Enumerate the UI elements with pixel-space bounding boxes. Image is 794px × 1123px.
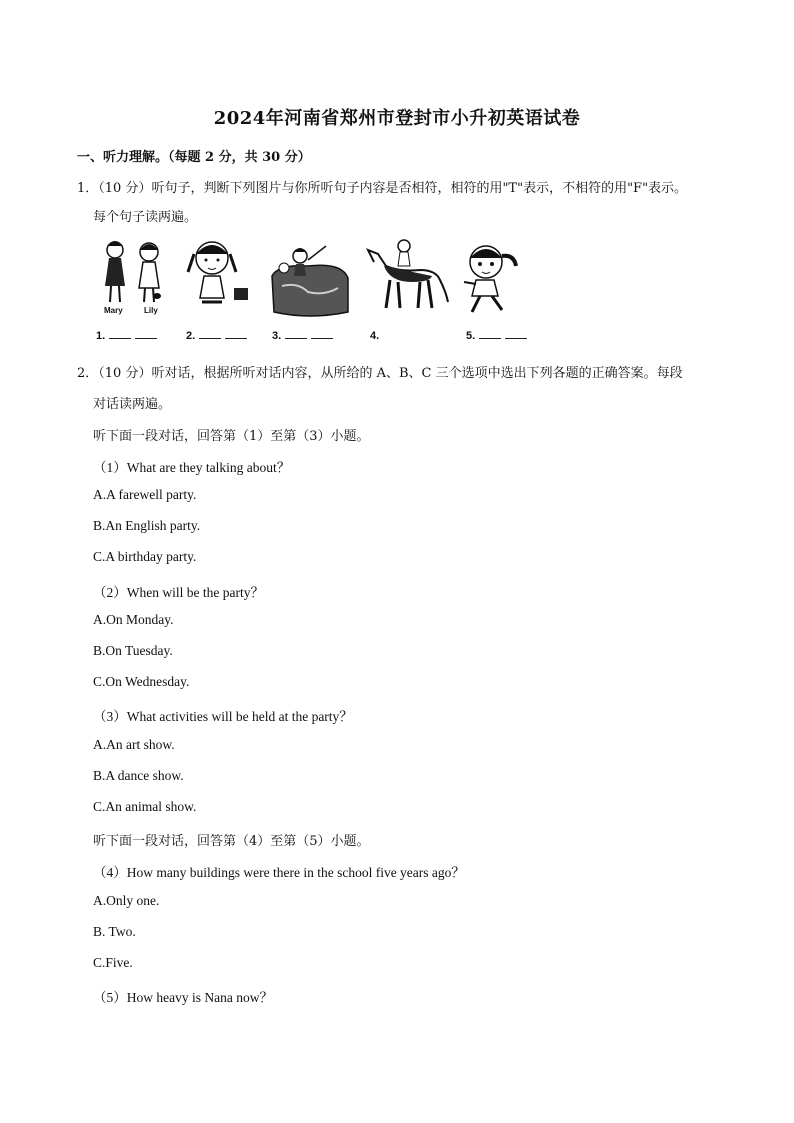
question-2-2-option-a: A.On Monday. [93, 612, 174, 627]
question-2-1-option-c: C.A birthday party. [93, 549, 197, 564]
question-2-1-option-a: A.A farewell party. [93, 487, 197, 502]
question-2-1-option-b: B.An English party. [93, 518, 201, 533]
question-2-3: （3）What activities will be held at the party？ [93, 709, 353, 724]
question-1-instruction: 1．（10 分）听句子，判断下列图片与你所听句子内容是否相符，相符的用"T"表示，不相符的用"F"表示。 [77, 181, 688, 196]
two-girls-icon [97, 236, 167, 316]
picture-1-caption-lily: Lily [144, 306, 158, 315]
dialogue-1-intro: 听下面一段对话，回答第（1）至第（3）小题。 [93, 429, 370, 444]
dialogue-2-intro: 听下面一段对话，回答第（4）至第（5）小题。 [93, 834, 370, 849]
question-2-instruction-cont: 对话读两遍。 [93, 397, 172, 412]
question-2-5: （5）How heavy is Nana now？ [93, 990, 273, 1005]
question-2-1: （1）What are they talking about？ [93, 460, 291, 475]
picture-1-caption-mary: Mary [104, 306, 123, 315]
question-2-4-option-b: B. Two. [93, 924, 136, 939]
question-1-instruction-cont: 每个句子读两遍。 [93, 210, 198, 225]
section-heading: 一、听力理解。（每题 2 分，共 30 分） [77, 150, 311, 165]
question-2-instruction: 2．（10 分）听对话，根据所听对话内容，从所给的 A、B、C 三个选项中选出下列各题的正确答案。每段 [77, 366, 683, 381]
question-2-2-option-b: B.On Tuesday. [93, 643, 173, 658]
picture-4-number: 4. [370, 330, 380, 342]
picture-1-number: 1. [96, 330, 157, 342]
question-2-3-option-a: A.An art show. [93, 737, 175, 752]
question-2-4-option-c: C.Five. [93, 955, 133, 970]
question-2-2-option-c: C.On Wednesday. [93, 674, 190, 689]
question-2-4-option-a: A.Only one. [93, 893, 160, 908]
girl-riding-horse-icon [360, 236, 450, 320]
picture-row [92, 236, 532, 351]
picture-3-number: 3. [272, 330, 333, 342]
boy-running-icon [456, 236, 526, 320]
picture-2-number: 2. [186, 330, 247, 342]
children-on-rock-icon [268, 236, 352, 320]
question-2-3-option-b: B.A dance show. [93, 768, 184, 783]
girl-with-bucket-icon [184, 236, 254, 316]
picture-5-number: 5. [466, 330, 527, 342]
question-2-3-option-c: C.An animal show. [93, 799, 197, 814]
page-title: 2024年河南省郑州市登封市小升初英语试卷 [213, 108, 581, 129]
question-2-2: （2）When will be the party？ [93, 585, 264, 600]
question-2-4: （4）How many buildings were there in the school five years ago？ [93, 865, 465, 880]
